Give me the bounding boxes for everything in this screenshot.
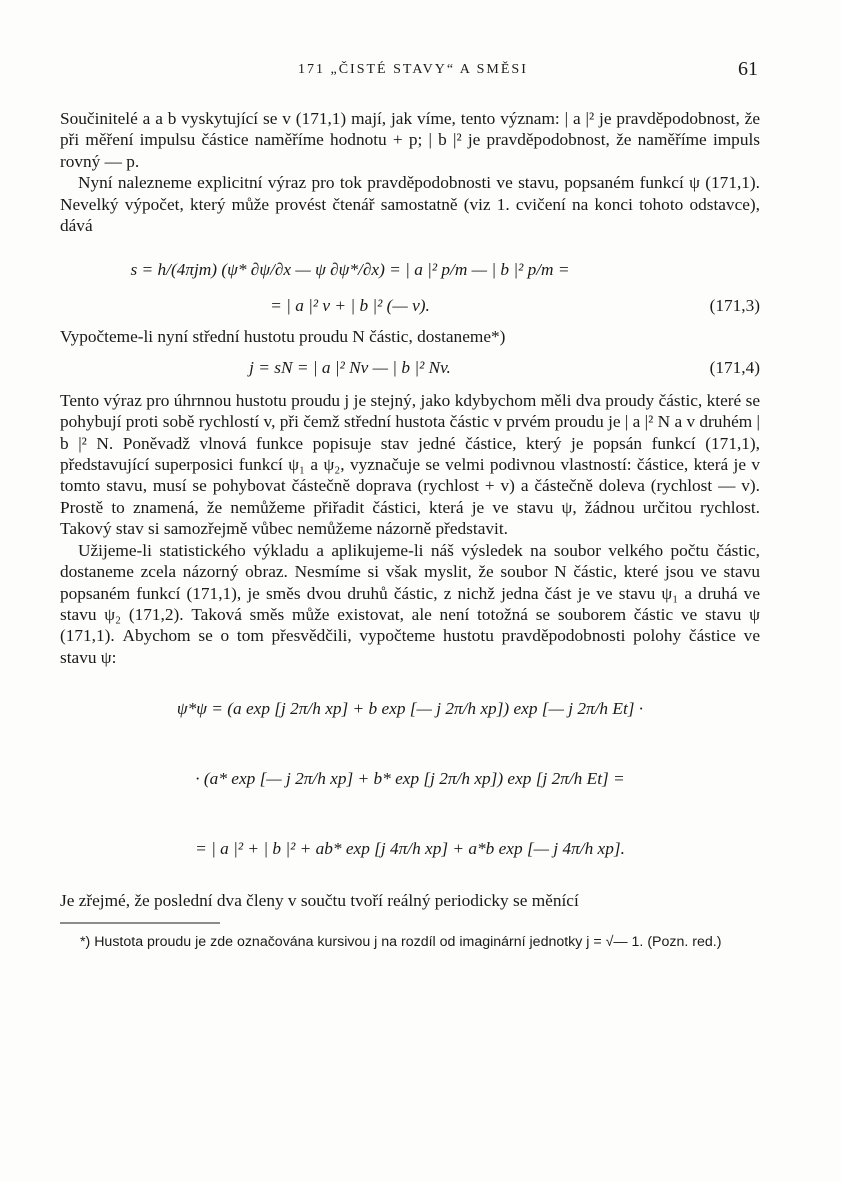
equation-171-4 [60,356,760,380]
equation-number: (171,3) [709,296,760,316]
paragraph-6: Je zřejmé, že poslední dva členy v součtu tvoří reálný periodicky se měnící [60,891,579,911]
page-body [60,108,760,952]
footnote [60,933,760,952]
paragraph-1: Součinitelé a a b vyskytující se v (171,1) mají, jak víme, tento význam: | a |² je pravděpodobnost, že při měření impulsu částice naměříme hodnotu + p; | b |² je pravděpodobnost, že naměříme impuls rovný — p. [60,109,760,171]
equation-density-line-3 [60,814,760,884]
equation-density-line-2 [60,744,760,814]
equation-171-3-line-2 [60,294,760,318]
equation-171-3-line-1 [60,246,760,294]
equation-text: = | a |² v + | b |² (— v). [270,296,430,316]
page-header [60,58,760,88]
running-title: 171 „ČISTÉ STAVY“ A SMĚSI [298,62,528,77]
paragraph-5: Užijeme-li statistického výkladu a aplikujeme-li náš výsledek na soubor velkého počtu částic, dostaneme zcela názorný obraz. Nesmíme si však myslit, že soubor N částic, které jsou ve stavu popsaném funkcí (171,1), je směs dvou druhů částic, z nichž jedna část je ve stavu ψ₁ a druhá ve stavu ψ₂ (171,2). Taková směs může existovat, ale není totožná se souborem částic ve stavu ψ (171,1). Abychom se o tom přesvědčili, vypočteme hustotu pravděpodobnosti polohy částice ve stavu ψ: [60,540,760,667]
footnote-text: *) Hustota proudu je zde označována kursivou j na rozdíl od imaginární jednotky j = √— 1. (Pozn. red.) [80,933,722,950]
equation-density-line-1 [60,674,760,744]
page-number: 61 [738,58,758,80]
paragraph-4: Tento výraz pro úhrnnou hustotu proudu j je stejný, jako kdybychom měli dva proudy částic, které se pohybují proti sobě rychlostí v, při čemž střední hustota částic v prvém proudu je | a |² N a v druhém | b |² N. Poněvadž vlnová funkce popisuje stav jedné částice, který je popsán funkcí (171,1), představující superposici funkcí ψ₁ a ψ₂, vyznačuje se velmi podivnou vlastností: částice, která je v tomto stavu, musí se pohybovat částečně doprava (rychlost + v) a částečně doleva (rychlost — v). Prostě to znamená, že nemůžeme přiřadit částici, která je ve stavu ψ, žádnou určitou rychlost. Takový stav si samozřejmě vůbec nemůžeme názorně představit. [60,390,760,539]
equation-number: (171,4) [709,357,760,377]
equation-text: s = h/(4πjm) (ψ* ∂ψ/∂x — ψ ∂ψ*/∂x) = | a |² p/m — | b |² p/m = [130,260,570,280]
equation-text: ψ*ψ = (a exp [j 2π/h xp] + b exp [— j 2π/h xp]) exp [— j 2π/h Et] · [176,699,644,719]
paragraph-3: Vypočteme-li nyní střední hustotu proudu N částic, dostaneme*) [60,327,506,347]
equation-text: · (a* exp [— j 2π/h xp] + b* exp [j 2π/h xp]) exp [j 2π/h Et] = [195,769,625,789]
paragraph-2: Nyní nalezneme explicitní výraz pro tok pravděpodobnosti ve stavu, popsaném funkcí ψ (171,1). Nevelký výpočet, který může provést čtenář samostatně (viz 1. cvičení na konci tohoto odstavce), dává [60,173,760,236]
equation-text: j = sN = | a |² Nv — | b |² Nv. [249,357,451,377]
equation-text: = | a |² + | b |² + ab* exp [j 4π/h xp] + a*b exp [— j 4π/h xp]. [195,839,625,859]
footnote-rule [60,922,220,924]
